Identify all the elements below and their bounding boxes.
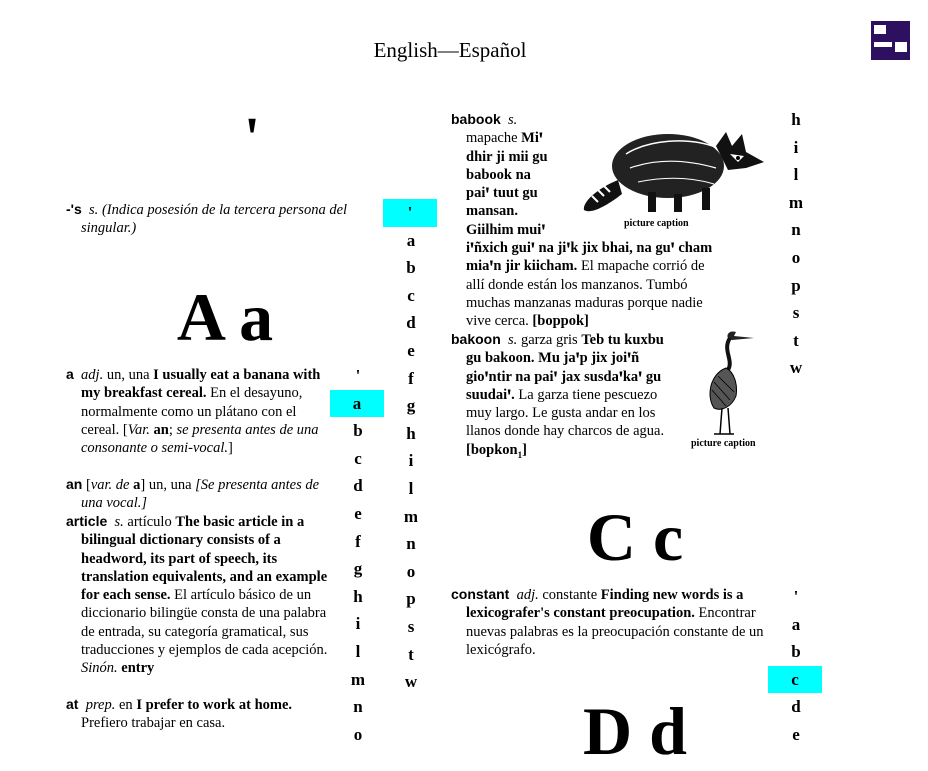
translation: artículo — [127, 514, 172, 530]
index-letter-f[interactable]: f — [355, 531, 361, 551]
entry-at — [66, 695, 338, 733]
index-letter-h[interactable]: h — [353, 586, 363, 606]
example-es: muy largo. Le gusta andar en los — [466, 405, 656, 422]
index-letter-o[interactable]: o — [791, 247, 801, 267]
example-line: iꞌñxich guiꞌ na jiꞌk jix bhai, na guꞌ cham — [466, 240, 713, 257]
headword: a — [66, 366, 74, 382]
translation: constante — [542, 587, 598, 603]
headword: babook — [451, 111, 501, 127]
variant-label: Var. — [127, 421, 150, 438]
cross-reference-end: ] — [522, 441, 527, 458]
example-line: Miꞌ — [521, 130, 543, 147]
part-of-speech: s. — [508, 112, 518, 128]
variant-note: se presenta antes de una consonante o semi-vocal. — [81, 421, 319, 457]
index-letter-d[interactable]: d — [353, 476, 363, 496]
example-es: allí donde están los manzanos. Tumbó — [466, 276, 688, 293]
index-letter-f[interactable]: f — [408, 368, 414, 388]
entry-a: a adj. un, una I usually eat a banana with my breakfast cereal. En el desayuno, normalmente como un plátano con el cereal. [Var. an; se presenta antes de una consonante o semi-vocal.] — [66, 366, 321, 457]
headword: an — [66, 476, 83, 492]
index-letter-m[interactable]: m — [788, 192, 804, 212]
heron-picture — [700, 326, 760, 438]
letter-index-b — [781, 106, 811, 382]
part-of-speech: adj. — [516, 587, 539, 603]
example-en: Finding new words is a lexicografer's constant preocupation. — [466, 587, 744, 622]
example-line: miaꞌn jir kiicham. — [466, 258, 578, 275]
synonym-word: entry — [121, 660, 155, 677]
raccoon-caption: picture caption — [624, 218, 689, 229]
example-es: El mapache — [580, 258, 649, 275]
entry-s — [66, 200, 376, 238]
example-line: gu bakoon. Mu jaꞌp jix joiꞌñ — [466, 350, 640, 367]
index-letter-c[interactable]: c — [768, 666, 822, 694]
letter-index-a — [343, 362, 373, 748]
index-letter-o[interactable]: o — [406, 561, 416, 581]
example-line: suudaiꞌ. — [466, 386, 515, 403]
example-line: mansan. — [466, 203, 518, 220]
note: [Se presenta antes de una vocal.] — [81, 477, 320, 512]
index-letter-apostrophe[interactable]: ' — [355, 366, 361, 385]
raccoon-picture — [578, 118, 766, 216]
example-es: En el desayuno, normalmente como un plátano con el cereal. — [81, 385, 303, 438]
index-letter-h[interactable]: h — [791, 110, 801, 129]
section-heading-c: C c — [586, 499, 684, 575]
heron-caption: picture caption — [691, 438, 756, 449]
index-letter-i[interactable]: i — [793, 137, 799, 157]
index-letter-b[interactable]: b — [353, 421, 363, 441]
headword: -'s — [66, 201, 82, 217]
index-letter-i[interactable]: i — [355, 614, 361, 634]
entry-constant — [451, 585, 769, 659]
variant-word: a — [133, 477, 141, 493]
example-es: Prefiero trabajar en casa. — [81, 715, 226, 732]
example-en: The basic article in a bilingual dictionary consists of a headword, its part of speech, its translation equivalents, and an example for each sense. — [81, 514, 328, 604]
variant-word: an — [153, 421, 169, 438]
example-en: I usually eat a banana with my breakfast cereal. — [81, 367, 321, 402]
example-line: paiꞌ tuut gu — [466, 185, 538, 202]
section-heading-a: A a — [176, 279, 274, 355]
index-letter-w[interactable]: w — [789, 358, 803, 378]
entry-article — [66, 512, 338, 678]
index-letter-c[interactable]: c — [407, 285, 415, 305]
variant-label: var. de — [90, 477, 130, 493]
page-title: English—Español — [373, 38, 527, 62]
index-letter-n[interactable]: n — [406, 534, 416, 554]
part-of-speech: prep. — [85, 697, 116, 713]
headword: article — [66, 513, 108, 529]
section-heading-apostrophe: ' — [243, 105, 261, 170]
index-letter-d[interactable]: d — [406, 313, 416, 333]
index-letter-t[interactable]: t — [793, 330, 799, 350]
part-of-speech: adj. — [81, 367, 104, 383]
translation: garza gris — [520, 332, 578, 348]
example-line: dhir ji mii gu — [466, 148, 548, 165]
example-es: Encontrar nuevas palabras es la preocupación constante de un lexicógrafo. — [466, 605, 764, 658]
index-letter-g[interactable]: g — [406, 396, 416, 416]
part-of-speech: s. — [508, 332, 518, 348]
index-letter-p[interactable]: p — [406, 589, 416, 609]
index-letter-l[interactable]: l — [793, 165, 799, 185]
index-letter-h[interactable]: h — [406, 423, 416, 443]
definition: (Indica posesión de la tercera persona del singular.) — [81, 202, 348, 237]
letter-index-top — [396, 199, 426, 696]
example-line: Giilhim muiꞌ — [466, 221, 546, 238]
index-letter-a[interactable]: a — [330, 390, 384, 418]
headword: at — [66, 696, 79, 712]
index-letter-n[interactable]: n — [791, 220, 801, 240]
example-line: babook na — [466, 166, 531, 183]
example-en: I prefer to work at home. — [136, 697, 293, 713]
index-letter-a[interactable]: a — [791, 614, 801, 634]
cross-reference: [boppok] — [532, 313, 589, 330]
index-letter-b[interactable]: b — [791, 642, 801, 662]
index-letter-l[interactable]: l — [408, 478, 414, 498]
letter-index-c — [781, 583, 811, 749]
cross-reference-subscript: 1 — [517, 449, 523, 460]
index-letter-i[interactable]: i — [408, 451, 414, 471]
index-letter-d[interactable]: d — [791, 697, 801, 717]
translation: un, una — [106, 367, 150, 383]
index-letter-g[interactable]: g — [353, 559, 363, 579]
index-letter-c[interactable]: c — [354, 448, 362, 468]
example-es: La garza tiene pescuezo — [518, 386, 658, 403]
index-letter-w[interactable]: w — [404, 672, 418, 692]
translation: en — [119, 697, 133, 713]
index-letter-n[interactable]: n — [353, 697, 363, 717]
index-letter-p[interactable]: p — [791, 275, 801, 295]
headword: constant — [451, 586, 510, 602]
example-line: Teb tu kuxbu — [581, 332, 664, 348]
part-of-speech: s. — [89, 202, 99, 218]
translation: un, una — [148, 477, 192, 493]
translation: mapache — [466, 130, 518, 147]
index-letter-e[interactable]: e — [407, 340, 415, 360]
index-letter-m[interactable]: m — [403, 506, 419, 526]
example-es: muchas manzanas maduras porque nadie — [466, 294, 703, 311]
example-es: El artículo básico de un diccionario bilingüe consta de una palabra de entrada, su categoría gramatical, sus traducciones y ejemplos de cada acepción. — [81, 587, 328, 659]
synonym-label: Sinón. — [81, 660, 118, 677]
index-letter-s[interactable]: s — [792, 303, 800, 323]
index-letter-apostrophe[interactable]: ' — [383, 199, 437, 227]
index-letter-e[interactable]: e — [792, 724, 800, 744]
index-letter-apostrophe[interactable]: ' — [793, 587, 799, 606]
index-letter-e[interactable]: e — [354, 503, 362, 523]
example-es: vive cerca. — [466, 313, 529, 330]
index-letter-o[interactable]: o — [353, 724, 363, 744]
example-es: corrió de — [652, 258, 705, 275]
index-letter-t[interactable]: t — [408, 644, 414, 664]
index-letter-m[interactable]: m — [350, 669, 366, 689]
index-letter-l[interactable]: l — [355, 641, 361, 661]
index-letter-b[interactable]: b — [406, 258, 416, 278]
example-line: gioꞌntir na paiꞌ jax susdaꞌkaꞌ gu — [466, 368, 662, 385]
section-heading-d: D d — [583, 693, 687, 769]
example-es: llanos donde hay charcos de agua. — [466, 423, 665, 440]
entry-an: an [var. de a] un, una [Se presenta antes de una vocal.] — [66, 476, 320, 512]
publisher-logo-icon[interactable] — [871, 21, 910, 60]
index-letter-a[interactable]: a — [406, 230, 416, 250]
cross-reference: [bopkon — [466, 441, 518, 458]
headword: bakoon — [451, 331, 501, 347]
index-letter-s[interactable]: s — [407, 616, 415, 636]
part-of-speech: s. — [114, 514, 124, 530]
